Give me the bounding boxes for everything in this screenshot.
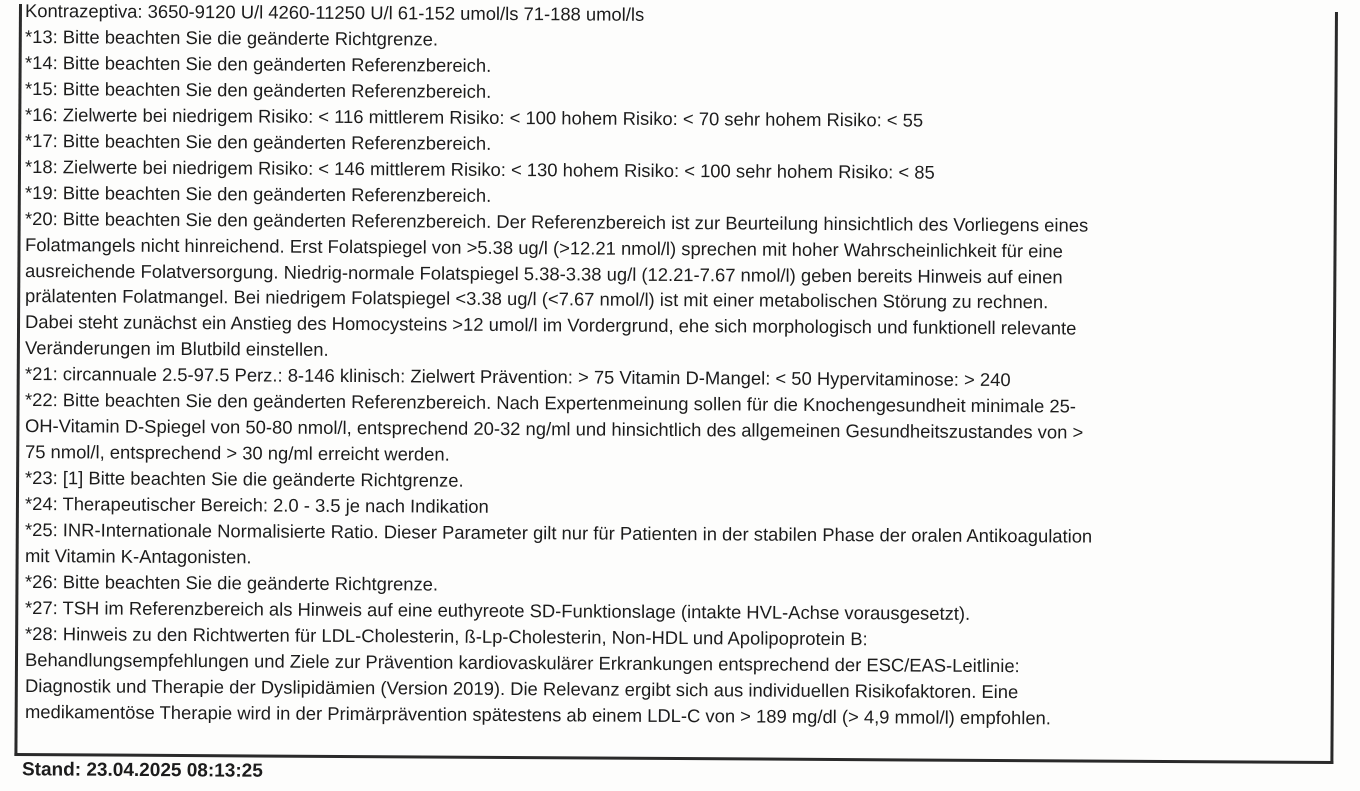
footnote-line: OH-Vitamin D-Spiegel von 50-80 nmol/l, entsprechend 20-32 ng/ml und hinsichtlich des allgemeinen Gesundheitszustandes von > — [24, 415, 1084, 443]
footnote-line: *20: Bitte beachten Sie den geänderten Referenzbereich. Der Referenzbereich ist zur Beurteilung hinsichtlich des Vorliegens eines — [24, 207, 1089, 236]
footnote-line: Behandlungsempfehlungen und Ziele zur Prävention kardiovaskulärer Erkrankungen entsprechend der ESC/EAS-Leitlinie: — [24, 648, 1020, 676]
footnote-line: *23: [1] Bitte beachten Sie die geänderte Richtgrenze. — [24, 467, 464, 491]
footnote-line: *26: Bitte beachten Sie die geänderte Richtgrenze. — [24, 570, 439, 595]
timestamp-footer: Stand: 23.04.2025 08:13:25 — [21, 759, 263, 782]
footnote-line: *22: Bitte beachten Sie den geänderten Referenzbereich. Nach Expertenmeinung sollen für die Knochengesundheit minimale 25- — [24, 389, 1077, 417]
footnote-line: Folatmangels nicht hinreichend. Erst Folatspiegel von >5.38 ug/l (>12.21 nmol/l) sprechen mit hoher Wahrscheinlichkeit für eine — [24, 233, 1063, 261]
footnote-line: Veränderungen im Blutbild einstellen. — [24, 337, 329, 361]
footnote-line: prälatenten Folatmangel. Bei niedrigem Folatspiegel <3.38 ug/l (<7.67 nmol/l) ist mit einer metabolischen Störung zu rechnen. — [24, 285, 1049, 313]
footnote-line: Dabei steht zunächst ein Anstieg des Homocysteins >12 umol/l im Vordergrund, ehe sich morphologisch und funktionell relevante — [24, 311, 1077, 339]
footnote-line: *24: Therapeutischer Bereich: 2.0 - 3.5 je nach Indikation — [24, 493, 489, 517]
footnote-line: *28: Hinweis zu den Richtwerten für LDL-Cholesterin, ß-Lp-Cholesterin, Non-HDL und Apolipoprotein B: — [24, 622, 868, 650]
footnote-line: Kontrazeptiva: 3650-9120 U/l 4260-11250 U/l 61-152 umol/ls 71-188 umol/ls — [24, 0, 645, 25]
footnote-line: *13: Bitte beachten Sie die geänderte Richtgrenze. — [24, 25, 439, 50]
footnote-line: *16: Zielwerte bei niedrigem Risiko: < 116 mittlerem Risiko: < 100 hohem Risiko: < 70 sehr hohem Risiko: < 55 — [24, 103, 924, 131]
footnote-line: ausreichende Folatversorgung. Niedrig-normale Folatspiegel 5.38-3.38 ug/l (12.21-7.67 nmol/l) geben bereits Hinweis auf einen — [24, 259, 1063, 287]
footnote-line: 75 nmol/l, entsprechend > 30 ng/ml erreicht werden. — [24, 441, 450, 465]
footnote-line: *15: Bitte beachten Sie den geänderten Referenzbereich. — [24, 77, 492, 102]
footnote-line: *19: Bitte beachten Sie den geänderten Referenzbereich. — [24, 181, 492, 206]
footnote-line: Diagnostik und Therapie der Dyslipidämien (Version 2019). Die Relevanz ergibt sich aus individuellen Risikofaktoren. Eine — [24, 674, 1019, 702]
footnote-line: *25: INR-Internationale Normalisierte Ratio. Dieser Parameter gilt nur für Patienten in der stabilen Phase der oralen Antikoagulation — [24, 519, 1093, 547]
footnote-line: medikamentöse Therapie wird in der Primärprävention spätestens ab einem LDL-C von > 189 mg/dl (> 4,9 mmol/l) empfohlen. — [24, 700, 1052, 728]
footnote-line: mit Vitamin K-Antagonisten. — [24, 544, 252, 568]
footnote-line: *27: TSH im Referenzbereich als Hinweis auf eine euthyreote SD-Funktionslage (intakte HVL-Achse vorausgesetzt). — [24, 596, 971, 624]
footnote-line: *18: Zielwerte bei niedrigem Risiko: < 146 mittlerem Risiko: < 130 hohem Risiko: < 100 sehr hohem Risiko: < 85 — [24, 155, 935, 183]
footnote-line: *21: circannuale 2.5-97.5 Perz.: 8-146 klinisch: Zielwert Prävention: > 75 Vitamin D-Mangel: < 50 Hypervitaminose: > 240 — [24, 363, 1011, 391]
footnote-line: *14: Bitte beachten Sie den geänderten Referenzbereich. — [24, 51, 492, 76]
footnote-line: *17: Bitte beachten Sie den geänderten Referenzbereich. — [24, 129, 492, 154]
